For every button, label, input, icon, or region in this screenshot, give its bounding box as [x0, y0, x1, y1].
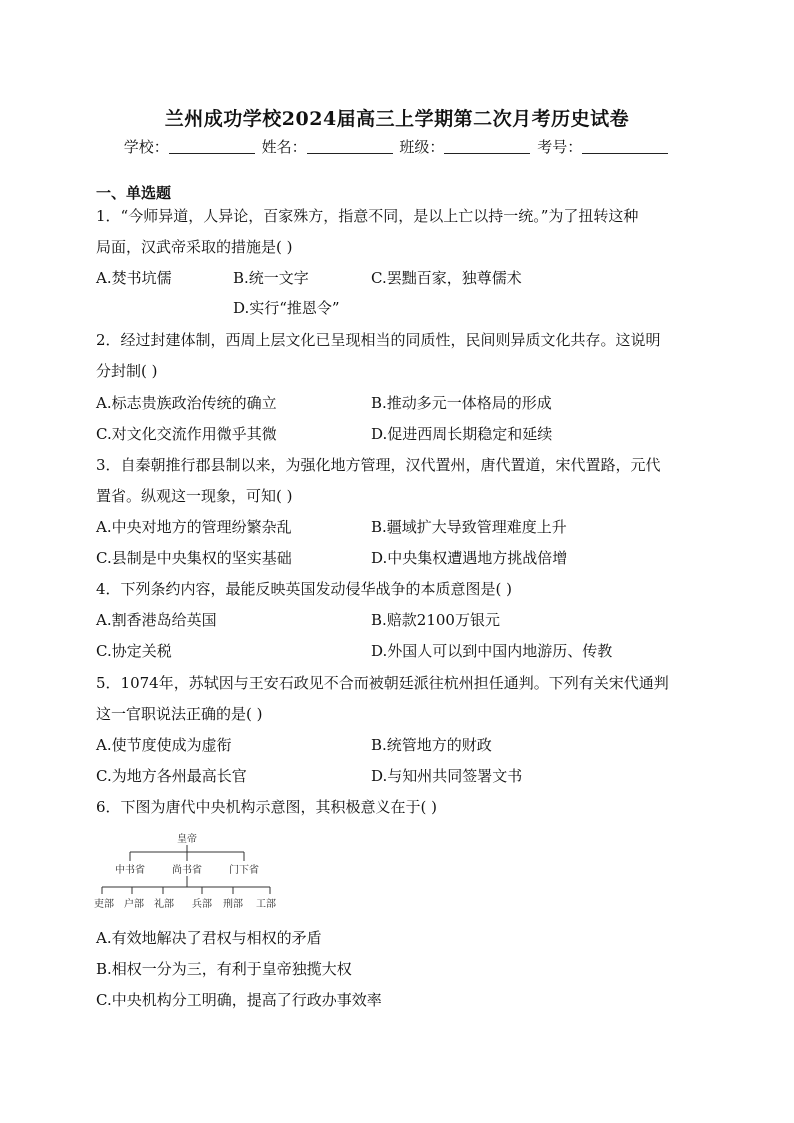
question-6-line1: 6．下图为唐代中央机构示意图，其积极意义在于( ): [96, 798, 438, 816]
school-label: 学校：: [123, 138, 169, 156]
question-2-line1: 2．经过封建体制，西周上层文化已呈现相当的同质性，民间则异质文化共存。这说明: [96, 331, 661, 349]
question-1-line2: 局面，汉武帝采取的措施是( ): [96, 238, 293, 256]
question-3-option-b: B.疆域扩大导致管理难度上升: [371, 518, 567, 536]
name-label: 姓名：: [261, 138, 307, 156]
question-5-option-a: A.使节度使成为虚衔: [96, 736, 232, 754]
question-2-option-a: A.标志贵族政治传统的确立: [96, 394, 277, 412]
question-3-option-d: D.中央集权遭遇地方挑战倍增: [371, 549, 568, 567]
diagram-bingbu-node: 兵部: [192, 899, 212, 910]
question-1-option-c: C.罢黜百家，独尊儒术: [371, 269, 522, 287]
question-6-option-c: C.中央机构分工明确，提高了行政办事效率: [96, 991, 382, 1009]
name-blank: [307, 139, 393, 154]
question-2-line2: 分封制( ): [96, 362, 158, 380]
question-5-line2: 这一官职说法正确的是( ): [96, 705, 263, 723]
question-5-line1: 5．1074年，苏轼因与王安石政见不合而被朝廷派往杭州担任通判。下列有关宋代通判: [96, 674, 669, 692]
number-blank: [582, 139, 668, 154]
question-3-option-a: A.中央对地方的管理纷繁杂乱: [96, 518, 292, 536]
question-4-option-a: A.割香港岛给英国: [96, 611, 217, 629]
question-6-option-b: B.相权一分为三，有利于皇帝独揽大权: [96, 960, 352, 978]
diagram-zhongshu-node: 中书省: [115, 865, 145, 876]
diagram-shangshu-node: 尚书省: [172, 865, 202, 876]
section-heading: 一、单选题: [96, 184, 172, 202]
question-4-line1: 4．下列条约内容，最能反映英国发动侵华战争的本质意图是( ): [96, 580, 513, 598]
diagram-menxia-node: 门下省: [229, 865, 259, 876]
question-4-option-b: B.赔款2100万银元: [371, 611, 500, 629]
number-label: 考号：: [537, 138, 583, 156]
question-6-option-a: A.有效地解决了君权与相权的矛盾: [96, 929, 322, 947]
question-4-option-c: C.协定关税: [96, 642, 172, 660]
question-4-option-d: D.外国人可以到中国内地游历、传教: [371, 642, 613, 660]
question-1-option-b: B.统一文字: [233, 269, 309, 287]
student-info-row: [0, 136, 794, 157]
diagram-emperor-node: 皇帝: [177, 834, 197, 845]
class-blank: [444, 139, 530, 154]
question-1-line1: 1．“今师异道，人异论，百家殊方，指意不同，是以上亡以持一统。”为了扭转这种: [96, 207, 639, 225]
page-title: 兰州成功学校2024届高三上学期第二次月考历史试卷: [164, 108, 630, 130]
question-3-line1: 3．自秦朝推行郡县制以来，为强化地方管理，汉代置州，唐代置道，宋代置路，元代: [96, 456, 661, 474]
diagram-gongbu-node: 工部: [256, 899, 276, 910]
class-label: 班级：: [399, 138, 445, 156]
question-2-option-b: B.推动多元一体格局的形成: [371, 394, 552, 412]
question-3-option-c: C.县制是中央集权的坚实基础: [96, 549, 292, 567]
diagram-xingbu-node: 刑部: [223, 899, 243, 910]
question-5-option-c: C.为地方各州最高长官: [96, 767, 247, 785]
question-1-option-d: D.实行“推恩令”: [233, 299, 340, 317]
diagram-hubu-node: 户部: [124, 899, 144, 910]
school-blank: [169, 139, 255, 154]
diagram-libu-rites-node: 礼部: [154, 899, 174, 910]
question-1-option-a: A.焚书坑儒: [96, 269, 172, 287]
tang-central-government-diagram: [92, 830, 282, 914]
question-3-line2: 置省。纵观这一现象，可知( ): [96, 487, 293, 505]
question-5-option-b: B.统管地方的财政: [371, 736, 492, 754]
question-2-option-d: D.促进西周长期稳定和延续: [371, 425, 553, 443]
diagram-libu-personnel-node: 吏部: [94, 899, 114, 910]
question-5-option-d: D.与知州共同签署文书: [371, 767, 523, 785]
question-2-option-c: C.对文化交流作用微乎其微: [96, 425, 277, 443]
